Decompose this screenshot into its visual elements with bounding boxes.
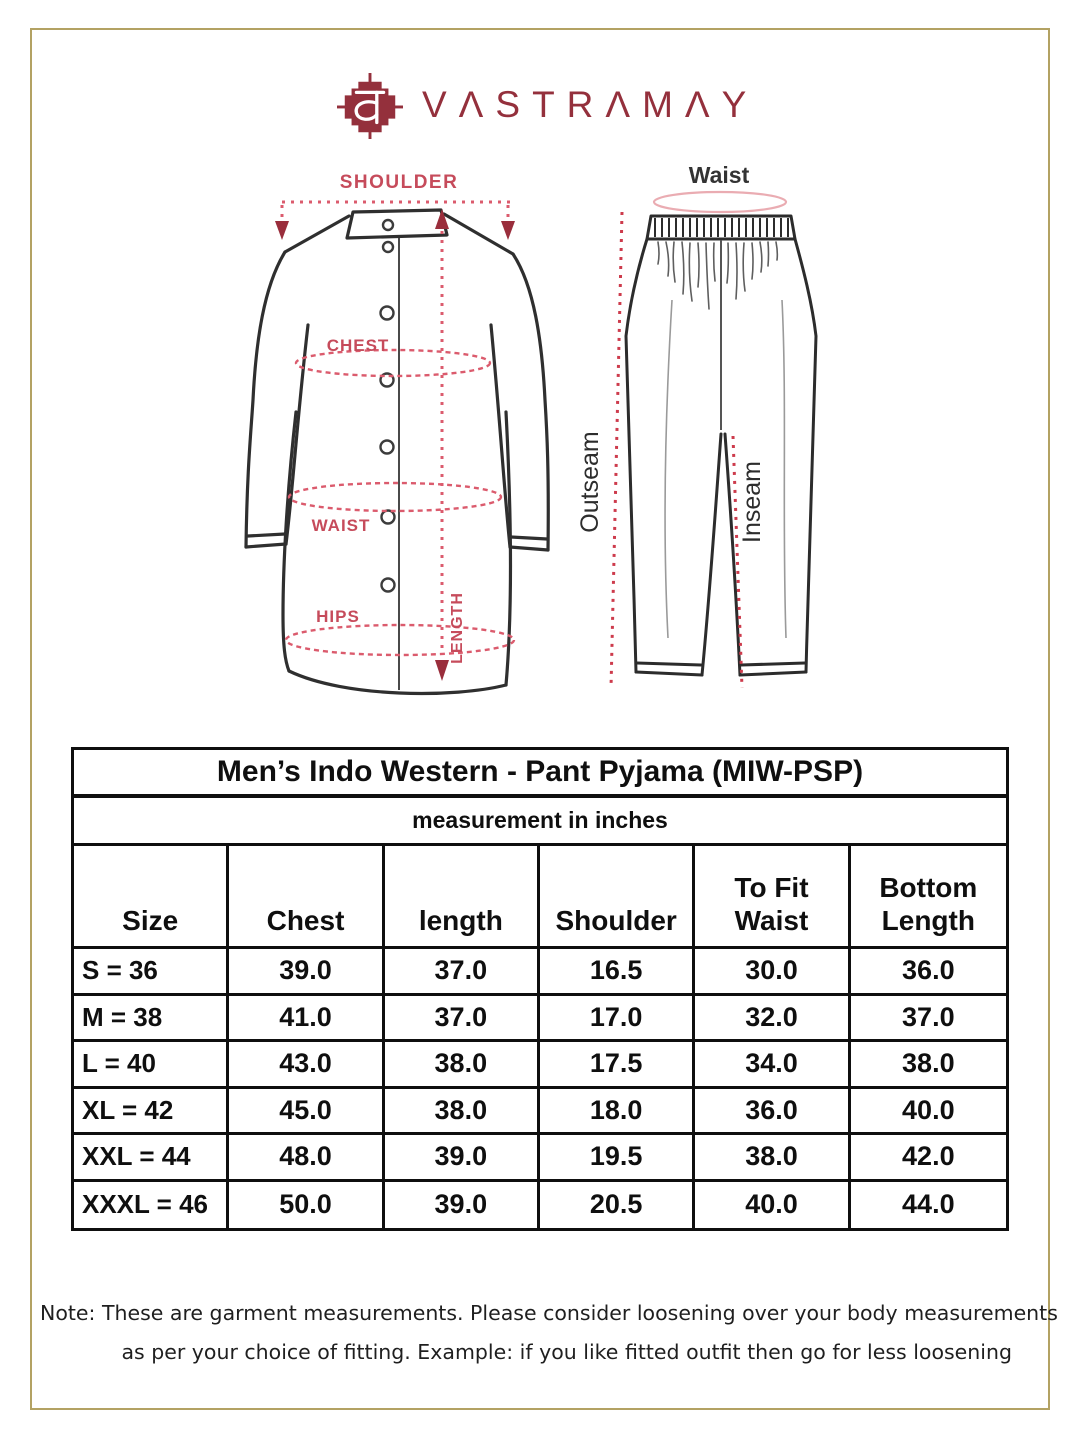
shoulder-cell: 16.5 xyxy=(540,949,695,996)
to-fit-waist-cell: 40.0 xyxy=(695,1182,850,1229)
pant-waist-label: Waist xyxy=(688,162,750,188)
bottom-length-cell: 36.0 xyxy=(851,949,1006,996)
size-cell: M = 38 xyxy=(74,996,229,1043)
to-fit-waist-cell: 34.0 xyxy=(695,1042,850,1089)
pant-inseam-label: Inseam xyxy=(738,461,766,543)
bottom-length-cell: 38.0 xyxy=(851,1042,1006,1089)
shoulder-cell: 20.5 xyxy=(540,1182,695,1229)
column-header-length: length xyxy=(385,846,540,949)
shoulder-cell: 17.5 xyxy=(540,1042,695,1089)
bottom-length-cell: 40.0 xyxy=(851,1089,1006,1136)
kurta-buttons xyxy=(381,220,395,592)
shoulder-cell: 17.0 xyxy=(540,996,695,1043)
chest-cell: 48.0 xyxy=(229,1135,384,1182)
pant-waistband-ticks xyxy=(655,218,788,237)
length-cell: 37.0 xyxy=(385,949,540,996)
brand-wordmark: VΛSTRΛMΛY xyxy=(422,84,759,125)
kurta-outline xyxy=(246,210,548,693)
kurta-waist-label: WAIST xyxy=(311,516,371,535)
size-chart-grid xyxy=(74,846,1006,1228)
chest-cell: 45.0 xyxy=(229,1089,384,1136)
measurement-diagram xyxy=(0,150,1080,742)
bottom-length-cell: 37.0 xyxy=(851,996,1006,1043)
kurta-chest-label: CHEST xyxy=(326,336,390,355)
kurta-measure-arrows xyxy=(275,209,515,681)
chest-cell: 41.0 xyxy=(229,996,384,1043)
length-cell: 39.0 xyxy=(385,1182,540,1229)
chest-cell: 39.0 xyxy=(229,949,384,996)
shoulder-cell: 18.0 xyxy=(540,1089,695,1136)
size-chart-subtitle: measurement in inches xyxy=(74,798,1006,846)
chest-cell: 50.0 xyxy=(229,1182,384,1229)
column-header-chest: Chest xyxy=(229,846,384,949)
size-chart-title: Men’s Indo Western - Pant Pyjama (MIW-PSP) xyxy=(74,750,1006,798)
column-header-to-fit-waist: To Fit Waist xyxy=(695,846,850,949)
pant-outseam-label: Outseam xyxy=(576,431,604,533)
length-cell: 38.0 xyxy=(385,1042,540,1089)
pant-gather-lines xyxy=(658,242,777,309)
kurta-diagram xyxy=(246,172,548,693)
kurta-hips-label: HIPS xyxy=(316,607,360,626)
brand-logo-icon xyxy=(337,72,403,140)
stepped-cross-icon xyxy=(337,73,403,139)
column-header-shoulder: Shoulder xyxy=(540,846,695,949)
length-cell: 39.0 xyxy=(385,1135,540,1182)
pant-diagram xyxy=(576,162,816,688)
size-cell: XXL = 44 xyxy=(74,1135,229,1182)
bottom-length-cell: 44.0 xyxy=(902,1189,955,1220)
kurta-shoulder-label: SHOULDER xyxy=(339,172,459,193)
to-fit-waist-cell: 38.0 xyxy=(695,1135,850,1182)
size-cell: XL = 42 xyxy=(74,1089,229,1136)
to-fit-waist-cell: 30.0 xyxy=(695,949,850,996)
to-fit-waist-cell: 36.0 xyxy=(695,1089,850,1136)
pant-crease-lines xyxy=(665,300,786,638)
shoulder-cell: 19.5 xyxy=(540,1135,695,1182)
to-fit-waist-cell: 32.0 xyxy=(695,996,850,1043)
length-cell: 37.0 xyxy=(385,996,540,1043)
measurement-note xyxy=(40,1294,1058,1372)
column-header-bottom-length: Bottom Length xyxy=(851,846,1006,949)
bottom-length-cell: 42.0 xyxy=(851,1135,1006,1182)
note-line-1: Note: These are garment measurements. Please consider loosening over your body measurements xyxy=(40,1301,1058,1325)
note-line-2: as per your choice of fitting. Example: if you like fitted outfit then go for less loosening xyxy=(121,1340,1012,1364)
chest-cell: 43.0 xyxy=(229,1042,384,1089)
length-cell: 38.0 xyxy=(385,1089,540,1136)
kurta-length-label: LENGTH xyxy=(449,592,466,664)
size-chart-table xyxy=(71,747,1009,1231)
pant-waist-ellipse xyxy=(654,192,786,212)
size-cell: L = 40 xyxy=(74,1042,229,1089)
size-cell: XXXL = 46 xyxy=(74,1182,229,1229)
column-header-size: Size xyxy=(74,846,229,949)
size-cell: S = 36 xyxy=(74,949,229,996)
